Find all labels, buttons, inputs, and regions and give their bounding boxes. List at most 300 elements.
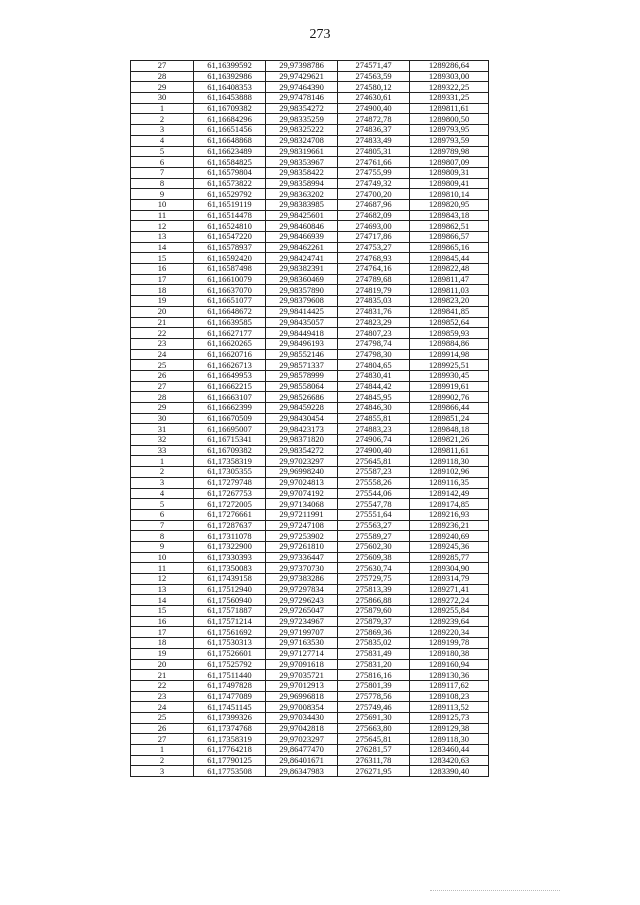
table-row — [131, 264, 489, 275]
table-row — [131, 691, 489, 702]
y-coordinate-cell: 1289809,31 — [410, 167, 489, 178]
x-coordinate-cell: 276281,57 — [338, 745, 410, 756]
x-coordinate-cell: 274798,30 — [338, 349, 410, 360]
y-coordinate-cell: 1289810,14 — [410, 189, 489, 200]
latitude-cell: 61,16649953 — [194, 370, 266, 381]
x-coordinate-cell: 275645,81 — [338, 734, 410, 745]
latitude-cell: 61,16453888 — [194, 93, 266, 104]
y-coordinate-cell: 1289160,94 — [410, 659, 489, 670]
point-number-cell: 5 — [131, 499, 194, 510]
point-number-cell: 4 — [131, 135, 194, 146]
longitude-cell: 29,98335259 — [266, 114, 338, 125]
table-row — [131, 659, 489, 670]
x-coordinate-cell: 274900,40 — [338, 103, 410, 114]
point-number-cell: 11 — [131, 563, 194, 574]
table-row — [131, 595, 489, 606]
latitude-cell: 61,16662215 — [194, 381, 266, 392]
latitude-cell: 61,16623489 — [194, 146, 266, 157]
x-coordinate-cell: 275551,64 — [338, 509, 410, 520]
x-coordinate-cell: 275589,27 — [338, 531, 410, 542]
y-coordinate-cell: 1289843,18 — [410, 210, 489, 221]
table-row — [131, 93, 489, 104]
y-coordinate-cell: 1289199,78 — [410, 638, 489, 649]
point-number-cell: 16 — [131, 264, 194, 275]
point-number-cell: 25 — [131, 712, 194, 723]
latitude-cell: 61,17305355 — [194, 467, 266, 478]
longitude-cell: 29,97464390 — [266, 82, 338, 93]
longitude-cell: 29,86401671 — [266, 755, 338, 766]
point-number-cell: 2 — [131, 467, 194, 478]
x-coordinate-cell: 274755,99 — [338, 167, 410, 178]
x-coordinate-cell: 275835,02 — [338, 638, 410, 649]
y-coordinate-cell: 1289285,77 — [410, 552, 489, 563]
longitude-cell: 29,98360469 — [266, 274, 338, 285]
table-row — [131, 71, 489, 82]
point-number-cell: 3 — [131, 766, 194, 777]
footer-faint-marks — [430, 888, 560, 891]
longitude-cell: 29,97024813 — [266, 477, 338, 488]
latitude-cell: 61,16579804 — [194, 167, 266, 178]
longitude-cell: 29,98552146 — [266, 349, 338, 360]
point-number-cell: 1 — [131, 456, 194, 467]
x-coordinate-cell: 274906,74 — [338, 435, 410, 446]
y-coordinate-cell: 1289930,45 — [410, 370, 489, 381]
x-coordinate-cell: 275544,06 — [338, 488, 410, 499]
longitude-cell: 29,98371820 — [266, 435, 338, 446]
table-row — [131, 563, 489, 574]
y-coordinate-cell: 1289841,85 — [410, 306, 489, 317]
latitude-cell: 61,16627177 — [194, 328, 266, 339]
point-number-cell: 13 — [131, 232, 194, 243]
y-coordinate-cell: 1289865,16 — [410, 242, 489, 253]
y-coordinate-cell: 1289811,61 — [410, 445, 489, 456]
y-coordinate-cell: 1289331,25 — [410, 93, 489, 104]
table-row — [131, 467, 489, 478]
x-coordinate-cell: 274900,40 — [338, 445, 410, 456]
x-coordinate-cell: 276311,78 — [338, 755, 410, 766]
x-coordinate-cell: 274844,42 — [338, 381, 410, 392]
y-coordinate-cell: 1289271,41 — [410, 584, 489, 595]
latitude-cell: 61,17439158 — [194, 574, 266, 585]
y-coordinate-cell: 1289884,86 — [410, 338, 489, 349]
x-coordinate-cell: 275749,46 — [338, 702, 410, 713]
x-coordinate-cell: 275813,39 — [338, 584, 410, 595]
y-coordinate-cell: 1289129,38 — [410, 723, 489, 734]
y-coordinate-cell: 1289108,23 — [410, 691, 489, 702]
latitude-cell: 61,17358319 — [194, 456, 266, 467]
table-row — [131, 616, 489, 627]
point-number-cell: 15 — [131, 606, 194, 617]
latitude-cell: 61,16662399 — [194, 403, 266, 414]
x-coordinate-cell: 274804,65 — [338, 360, 410, 371]
x-coordinate-cell: 274580,12 — [338, 82, 410, 93]
longitude-cell: 29,97296243 — [266, 595, 338, 606]
point-number-cell: 14 — [131, 595, 194, 606]
y-coordinate-cell: 1289314,79 — [410, 574, 489, 585]
x-coordinate-cell: 275645,81 — [338, 456, 410, 467]
point-number-cell: 4 — [131, 488, 194, 499]
table-row — [131, 285, 489, 296]
x-coordinate-cell: 276271,95 — [338, 766, 410, 777]
latitude-cell: 61,17753508 — [194, 766, 266, 777]
x-coordinate-cell: 275587,23 — [338, 467, 410, 478]
longitude-cell: 29,98526686 — [266, 392, 338, 403]
table-row — [131, 403, 489, 414]
table-row — [131, 413, 489, 424]
table-row — [131, 146, 489, 157]
x-coordinate-cell: 275602,30 — [338, 541, 410, 552]
y-coordinate-cell: 1289811,03 — [410, 285, 489, 296]
point-number-cell: 20 — [131, 659, 194, 670]
longitude-cell: 29,97023297 — [266, 734, 338, 745]
longitude-cell: 29,97042818 — [266, 723, 338, 734]
y-coordinate-cell: 1289118,30 — [410, 734, 489, 745]
longitude-cell: 29,98358994 — [266, 178, 338, 189]
longitude-cell: 29,98319661 — [266, 146, 338, 157]
y-coordinate-cell: 1289118,30 — [410, 456, 489, 467]
latitude-cell: 61,17526601 — [194, 648, 266, 659]
y-coordinate-cell: 1289236,21 — [410, 520, 489, 531]
y-coordinate-cell: 1289800,50 — [410, 114, 489, 125]
latitude-cell: 61,16592420 — [194, 253, 266, 264]
table-row — [131, 435, 489, 446]
longitude-cell: 29,97297834 — [266, 584, 338, 595]
point-number-cell: 10 — [131, 552, 194, 563]
point-number-cell: 22 — [131, 328, 194, 339]
point-number-cell: 23 — [131, 338, 194, 349]
longitude-cell: 29,98358422 — [266, 167, 338, 178]
latitude-cell: 61,17571887 — [194, 606, 266, 617]
x-coordinate-cell: 274845,95 — [338, 392, 410, 403]
point-number-cell: 20 — [131, 306, 194, 317]
y-coordinate-cell: 1289303,00 — [410, 71, 489, 82]
point-number-cell: 12 — [131, 574, 194, 585]
table-row — [131, 477, 489, 488]
point-number-cell: 1 — [131, 103, 194, 114]
latitude-cell: 61,17287637 — [194, 520, 266, 531]
longitude-cell: 29,86347983 — [266, 766, 338, 777]
point-number-cell: 6 — [131, 509, 194, 520]
longitude-cell: 29,98425601 — [266, 210, 338, 221]
longitude-cell: 29,97265047 — [266, 606, 338, 617]
x-coordinate-cell: 274563,59 — [338, 71, 410, 82]
point-number-cell: 29 — [131, 82, 194, 93]
table-row — [131, 520, 489, 531]
y-coordinate-cell: 1289823,20 — [410, 296, 489, 307]
point-number-cell: 9 — [131, 189, 194, 200]
table-row — [131, 456, 489, 467]
table-row — [131, 360, 489, 371]
latitude-cell: 61,16392986 — [194, 71, 266, 82]
latitude-cell: 61,16519119 — [194, 199, 266, 210]
point-number-cell: 24 — [131, 349, 194, 360]
x-coordinate-cell: 275816,16 — [338, 670, 410, 681]
table-row — [131, 210, 489, 221]
y-coordinate-cell: 1289862,51 — [410, 221, 489, 232]
latitude-cell: 61,16651077 — [194, 296, 266, 307]
table-row — [131, 317, 489, 328]
table-row — [131, 445, 489, 456]
point-number-cell: 30 — [131, 93, 194, 104]
point-number-cell: 26 — [131, 370, 194, 381]
x-coordinate-cell: 275663,80 — [338, 723, 410, 734]
longitude-cell: 29,98558064 — [266, 381, 338, 392]
table-row — [131, 381, 489, 392]
x-coordinate-cell: 274630,61 — [338, 93, 410, 104]
x-coordinate-cell: 274749,32 — [338, 178, 410, 189]
latitude-cell: 61,16578937 — [194, 242, 266, 253]
point-number-cell: 8 — [131, 178, 194, 189]
latitude-cell: 61,16587498 — [194, 264, 266, 275]
table-row — [131, 114, 489, 125]
table-row — [131, 103, 489, 114]
table-row — [131, 157, 489, 168]
y-coordinate-cell: 1289286,64 — [410, 61, 489, 72]
table-row — [131, 221, 489, 232]
coordinates-table — [130, 60, 489, 777]
y-coordinate-cell: 1289811,61 — [410, 103, 489, 114]
latitude-cell: 61,16637070 — [194, 285, 266, 296]
point-number-cell: 26 — [131, 723, 194, 734]
latitude-cell: 61,17560940 — [194, 595, 266, 606]
latitude-cell: 61,16547220 — [194, 232, 266, 243]
x-coordinate-cell: 274872,78 — [338, 114, 410, 125]
latitude-cell: 61,17477089 — [194, 691, 266, 702]
y-coordinate-cell: 1289216,93 — [410, 509, 489, 520]
latitude-cell: 61,16663107 — [194, 392, 266, 403]
y-coordinate-cell: 1289793,95 — [410, 125, 489, 136]
point-number-cell: 3 — [131, 477, 194, 488]
longitude-cell: 29,97023297 — [266, 456, 338, 467]
latitude-cell: 61,17358319 — [194, 734, 266, 745]
point-number-cell: 27 — [131, 61, 194, 72]
y-coordinate-cell: 1289245,36 — [410, 541, 489, 552]
latitude-cell: 61,17322900 — [194, 541, 266, 552]
point-number-cell: 2 — [131, 755, 194, 766]
table-row — [131, 306, 489, 317]
point-number-cell: 8 — [131, 531, 194, 542]
table-row — [131, 680, 489, 691]
latitude-cell: 61,16584825 — [194, 157, 266, 168]
y-coordinate-cell: 1289113,52 — [410, 702, 489, 713]
y-coordinate-cell: 1289811,47 — [410, 274, 489, 285]
table-row — [131, 61, 489, 72]
x-coordinate-cell: 275831,20 — [338, 659, 410, 670]
x-coordinate-cell: 275691,30 — [338, 712, 410, 723]
latitude-cell: 61,17272005 — [194, 499, 266, 510]
x-coordinate-cell: 275558,26 — [338, 477, 410, 488]
x-coordinate-cell: 274807,23 — [338, 328, 410, 339]
longitude-cell: 29,98363202 — [266, 189, 338, 200]
table-row — [131, 509, 489, 520]
x-coordinate-cell: 275547,78 — [338, 499, 410, 510]
page-number: 273 — [309, 27, 331, 42]
x-coordinate-cell: 275869,36 — [338, 627, 410, 638]
table-row — [131, 627, 489, 638]
point-number-cell: 2 — [131, 114, 194, 125]
latitude-cell: 61,17276661 — [194, 509, 266, 520]
y-coordinate-cell: 1289859,93 — [410, 328, 489, 339]
longitude-cell: 29,98382391 — [266, 264, 338, 275]
latitude-cell: 61,17279748 — [194, 477, 266, 488]
x-coordinate-cell: 275729,75 — [338, 574, 410, 585]
y-coordinate-cell: 1289130,36 — [410, 670, 489, 681]
longitude-cell: 29,97134068 — [266, 499, 338, 510]
table-row — [131, 167, 489, 178]
latitude-cell: 61,16620716 — [194, 349, 266, 360]
table-row — [131, 82, 489, 93]
table-row — [131, 338, 489, 349]
y-coordinate-cell: 1289866,57 — [410, 232, 489, 243]
y-coordinate-cell: 1289866,44 — [410, 403, 489, 414]
latitude-cell: 61,16684296 — [194, 114, 266, 125]
latitude-cell: 61,16639585 — [194, 317, 266, 328]
table-row — [131, 584, 489, 595]
point-number-cell: 12 — [131, 221, 194, 232]
table-row — [131, 199, 489, 210]
longitude-cell: 29,97074192 — [266, 488, 338, 499]
latitude-cell: 61,17267753 — [194, 488, 266, 499]
latitude-cell: 61,16651456 — [194, 125, 266, 136]
y-coordinate-cell: 1289116,35 — [410, 477, 489, 488]
y-coordinate-cell: 1289851,24 — [410, 413, 489, 424]
y-coordinate-cell: 1289925,51 — [410, 360, 489, 371]
point-number-cell: 23 — [131, 691, 194, 702]
longitude-cell: 29,96998240 — [266, 467, 338, 478]
longitude-cell: 29,97336447 — [266, 552, 338, 563]
latitude-cell: 61,16626713 — [194, 360, 266, 371]
latitude-cell: 61,17330393 — [194, 552, 266, 563]
x-coordinate-cell: 275563,27 — [338, 520, 410, 531]
point-number-cell: 27 — [131, 734, 194, 745]
point-number-cell: 25 — [131, 360, 194, 371]
y-coordinate-cell: 1289914,98 — [410, 349, 489, 360]
y-coordinate-cell: 1289789,98 — [410, 146, 489, 157]
point-number-cell: 31 — [131, 424, 194, 435]
y-coordinate-cell: 1289102,96 — [410, 467, 489, 478]
longitude-cell: 29,98423173 — [266, 424, 338, 435]
y-coordinate-cell: 1289821,26 — [410, 435, 489, 446]
longitude-cell: 29,98357890 — [266, 285, 338, 296]
latitude-cell: 61,17764218 — [194, 745, 266, 756]
table-row — [131, 189, 489, 200]
x-coordinate-cell: 274805,31 — [338, 146, 410, 157]
y-coordinate-cell: 1283420,63 — [410, 755, 489, 766]
longitude-cell: 29,97398786 — [266, 61, 338, 72]
table-row — [131, 178, 489, 189]
x-coordinate-cell: 274682,09 — [338, 210, 410, 221]
longitude-cell: 29,97035721 — [266, 670, 338, 681]
point-number-cell: 5 — [131, 146, 194, 157]
x-coordinate-cell: 274846,30 — [338, 403, 410, 414]
y-coordinate-cell: 1289820,95 — [410, 199, 489, 210]
y-coordinate-cell: 1289304,90 — [410, 563, 489, 574]
point-number-cell: 17 — [131, 627, 194, 638]
point-number-cell: 21 — [131, 670, 194, 681]
latitude-cell: 61,16648868 — [194, 135, 266, 146]
latitude-cell: 61,16573822 — [194, 178, 266, 189]
table-row — [131, 349, 489, 360]
longitude-cell: 29,98462261 — [266, 242, 338, 253]
latitude-cell: 61,17374768 — [194, 723, 266, 734]
x-coordinate-cell: 274831,76 — [338, 306, 410, 317]
x-coordinate-cell: 274819,79 — [338, 285, 410, 296]
table-row — [131, 328, 489, 339]
latitude-cell: 61,16524810 — [194, 221, 266, 232]
table-row — [131, 552, 489, 563]
y-coordinate-cell: 1289117,62 — [410, 680, 489, 691]
latitude-cell: 61,16620265 — [194, 338, 266, 349]
table-row — [131, 424, 489, 435]
point-number-cell: 22 — [131, 680, 194, 691]
y-coordinate-cell: 1289848,18 — [410, 424, 489, 435]
longitude-cell: 29,97478146 — [266, 93, 338, 104]
latitude-cell: 61,16648672 — [194, 306, 266, 317]
y-coordinate-cell: 1289255,84 — [410, 606, 489, 617]
longitude-cell: 29,98459228 — [266, 403, 338, 414]
point-number-cell: 11 — [131, 210, 194, 221]
longitude-cell: 29,97127714 — [266, 648, 338, 659]
y-coordinate-cell: 1289322,25 — [410, 82, 489, 93]
table-row — [131, 135, 489, 146]
point-number-cell: 9 — [131, 541, 194, 552]
y-coordinate-cell: 1289239,64 — [410, 616, 489, 627]
table-row — [131, 125, 489, 136]
x-coordinate-cell: 274571,47 — [338, 61, 410, 72]
y-coordinate-cell: 1289142,49 — [410, 488, 489, 499]
y-coordinate-cell: 1289852,64 — [410, 317, 489, 328]
point-number-cell: 16 — [131, 616, 194, 627]
table-row — [131, 574, 489, 585]
longitude-cell: 29,98460846 — [266, 221, 338, 232]
latitude-cell: 61,17399326 — [194, 712, 266, 723]
latitude-cell: 61,17511440 — [194, 670, 266, 681]
longitude-cell: 29,98325222 — [266, 125, 338, 136]
point-number-cell: 17 — [131, 274, 194, 285]
y-coordinate-cell: 1289809,41 — [410, 178, 489, 189]
point-number-cell: 19 — [131, 296, 194, 307]
table-row — [131, 370, 489, 381]
point-number-cell: 14 — [131, 242, 194, 253]
x-coordinate-cell: 274855,81 — [338, 413, 410, 424]
latitude-cell: 61,16610079 — [194, 274, 266, 285]
longitude-cell: 29,98354272 — [266, 445, 338, 456]
latitude-cell: 61,16695007 — [194, 424, 266, 435]
x-coordinate-cell: 274835,03 — [338, 296, 410, 307]
point-number-cell: 7 — [131, 520, 194, 531]
point-number-cell: 28 — [131, 71, 194, 82]
y-coordinate-cell: 1289902,76 — [410, 392, 489, 403]
x-coordinate-cell: 275609,38 — [338, 552, 410, 563]
y-coordinate-cell: 1289174,85 — [410, 499, 489, 510]
y-coordinate-cell: 1289125,73 — [410, 712, 489, 723]
point-number-cell: 29 — [131, 403, 194, 414]
latitude-cell: 61,17530313 — [194, 638, 266, 649]
coordinates-table-body — [131, 61, 489, 777]
x-coordinate-cell: 275778,56 — [338, 691, 410, 702]
longitude-cell: 29,97012913 — [266, 680, 338, 691]
x-coordinate-cell: 274687,96 — [338, 199, 410, 210]
longitude-cell: 29,98424741 — [266, 253, 338, 264]
longitude-cell: 29,98379608 — [266, 296, 338, 307]
point-number-cell: 30 — [131, 413, 194, 424]
table-row — [131, 531, 489, 542]
point-number-cell: 18 — [131, 638, 194, 649]
longitude-cell: 29,97008354 — [266, 702, 338, 713]
table-row — [131, 723, 489, 734]
latitude-cell: 61,17571214 — [194, 616, 266, 627]
point-number-cell: 24 — [131, 702, 194, 713]
